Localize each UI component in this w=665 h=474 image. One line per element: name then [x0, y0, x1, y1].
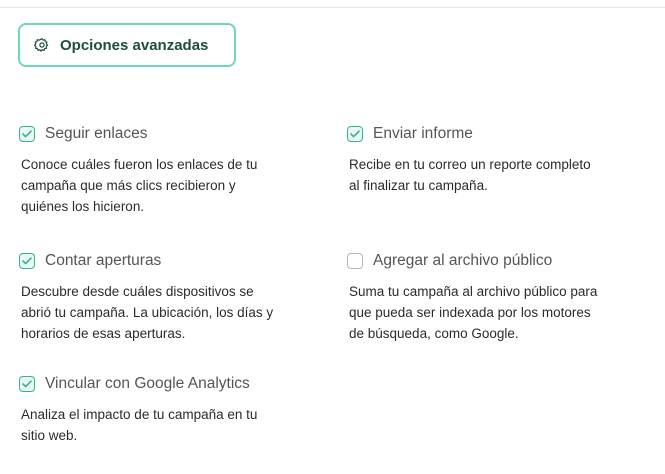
option-title: Enviar informe: [373, 125, 473, 142]
option-archivo-publico: [347, 251, 647, 344]
advanced-options-label: Opciones avanzadas: [60, 36, 209, 54]
option-enviar-informe: [347, 124, 647, 196]
option-description: Suma tu campaña al archivo público para que pueda ser indexada por los motores de búsqueda, como Google.: [349, 284, 598, 341]
checkbox-checked-icon[interactable]: [19, 376, 35, 392]
checkbox-unchecked-icon[interactable]: [347, 253, 363, 269]
option-description: Recibe en tu correo un reporte completo al finalizar tu campaña.: [349, 157, 591, 193]
option-toggle[interactable]: [347, 124, 647, 144]
option-toggle[interactable]: [19, 124, 319, 144]
option-description: Descubre desde cuáles dispositivos se abrió tu campaña. La ubicación, los días y horarios de esas aperturas.: [21, 284, 274, 341]
checkbox-checked-icon[interactable]: [19, 253, 35, 269]
option-title: Vincular con Google Analytics: [45, 375, 250, 392]
option-description: Analiza el impacto de tu campaña en tu sitio web.: [21, 407, 258, 443]
option-title: Seguir enlaces: [45, 125, 148, 142]
option-description: Conoce cuáles fueron los enlaces de tu campaña que más clics recibieron y quiénes los hicieron.: [21, 157, 258, 214]
checkbox-checked-icon[interactable]: [347, 126, 363, 142]
option-toggle[interactable]: [19, 251, 319, 271]
top-divider: [0, 7, 665, 8]
option-title: Agregar al archivo público: [373, 252, 553, 269]
option-toggle[interactable]: [347, 251, 647, 271]
checkbox-checked-icon[interactable]: [19, 126, 35, 142]
gear-icon: [34, 37, 50, 53]
option-contar-aperturas: [19, 251, 319, 344]
option-google-analytics: [19, 374, 319, 446]
advanced-options-button[interactable]: [18, 23, 236, 67]
option-title: Contar aperturas: [45, 252, 162, 269]
option-toggle[interactable]: [19, 374, 319, 394]
option-seguir-enlaces: [19, 124, 319, 217]
